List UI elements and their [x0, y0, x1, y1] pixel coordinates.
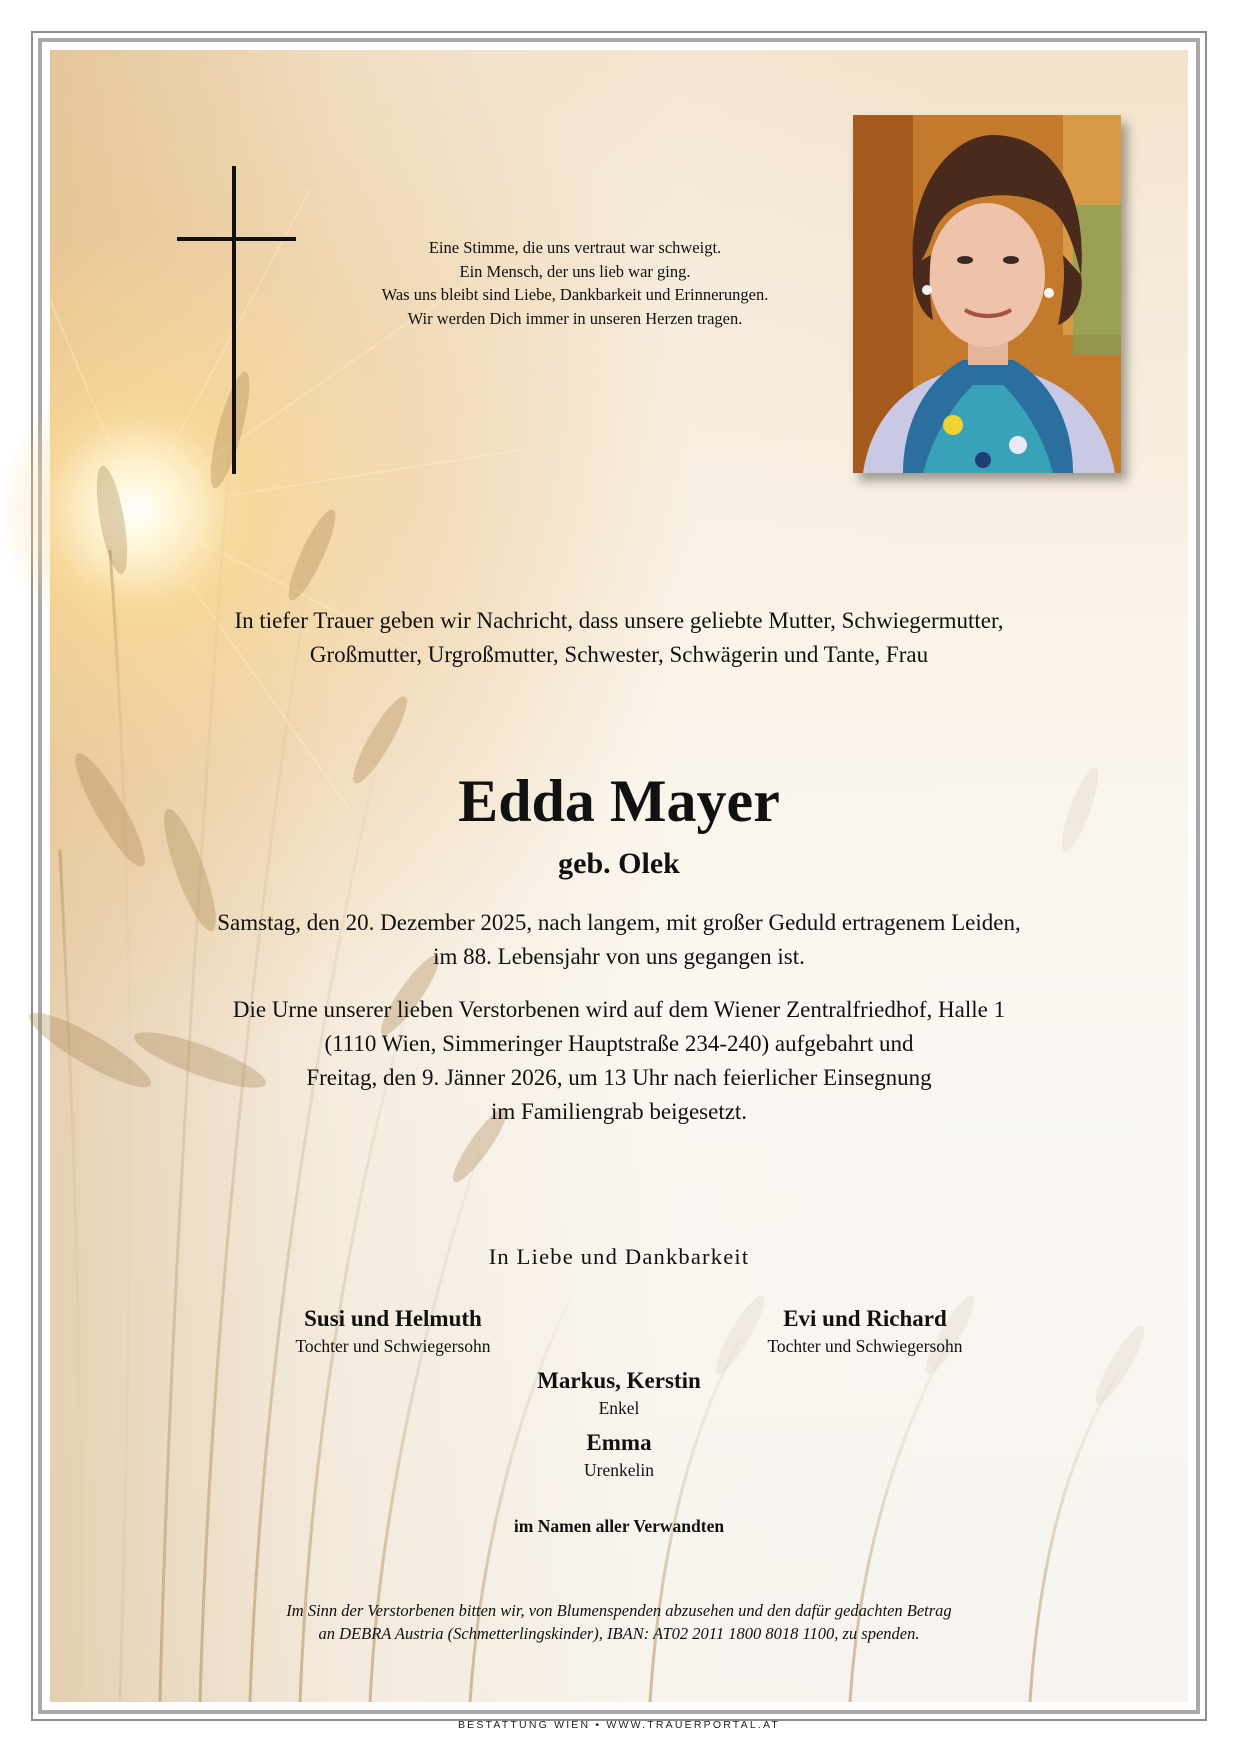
mourner-entry [449, 1428, 789, 1482]
mourner-relation: Tochter und Schwiegersohn [767, 1336, 963, 1356]
on-behalf-line: im Namen aller Verwandten [513, 1516, 725, 1536]
mourner-name: Susi und Helmuth [304, 1306, 482, 1331]
poem-line: Wir werden Dich immer in unseren Herzen tragen. [407, 308, 743, 328]
burial-paragraph [110, 993, 1128, 1129]
donation-request [110, 1599, 1128, 1645]
mourner-entry [695, 1304, 1035, 1358]
cross-icon [232, 166, 236, 474]
donation-line: an DEBRA Austria (Schmetterlingskinder), IBAN: AT02 2011 1800 8018 1100, zu spenden. [318, 1624, 920, 1643]
passing-paragraph [110, 906, 1128, 974]
poem-line: Was uns bleibt sind Liebe, Dankbarkeit und Erinnerungen. [381, 285, 769, 304]
maiden-name: geb. Olek [558, 847, 680, 880]
burial-line: Die Urne unserer lieben Verstorbenen wird auf dem Wiener Zentralfriedhof, Halle 1 [232, 997, 1006, 1022]
obituary-card [50, 50, 1188, 1731]
mourner-name: Emma [586, 1430, 652, 1455]
donation-line: Im Sinn der Verstorbenen bitten wir, von Blumenspenden abzusehen und den dafür gedachten Betrag [286, 1601, 952, 1620]
portrait-photo [853, 115, 1121, 473]
mourner-relation: Urenkelin [584, 1460, 654, 1480]
poem-line: Eine Stimme, die uns vertraut war schweigt. [428, 238, 722, 257]
mourner-relation: Enkel [598, 1398, 640, 1418]
mourner-entry [449, 1366, 789, 1420]
deceased-name: Edda Mayer [458, 768, 780, 834]
memorial-poem [340, 236, 810, 330]
passing-line: im 88. Lebensjahr von uns gegangen ist. [433, 944, 805, 969]
poem-line: Ein Mensch, der uns lieb war ging. [459, 261, 691, 281]
passing-line: Samstag, den 20. Dezember 2025, nach langem, mit großer Geduld ertragenem Leiden, [217, 910, 1021, 935]
burial-line: Freitag, den 9. Jänner 2026, um 13 Uhr nach feierlicher Einsegnung [306, 1065, 932, 1090]
mourner-name: Markus, Kerstin [537, 1368, 701, 1393]
burial-line: im Familiengrab beigesetzt. [490, 1099, 748, 1124]
thanks-heading: In Liebe und Dankbarkeit [488, 1244, 750, 1269]
intro-line: In tiefer Trauer geben wir Nachricht, dass unsere geliebte Mutter, Schwiegermutter, [234, 608, 1004, 633]
mourner-name: Evi und Richard [783, 1306, 947, 1331]
mourner-entry [223, 1304, 563, 1358]
footer-credit: BESTATTUNG WIEN • WWW.TRAUERPORTAL.AT [457, 1719, 781, 1731]
intro-line: Großmutter, Urgroßmutter, Schwester, Schwägerin und Tante, Frau [309, 642, 929, 667]
announcement-intro [110, 604, 1128, 672]
burial-line: (1110 Wien, Simmeringer Hauptstraße 234-240) aufgebahrt und [324, 1031, 914, 1056]
cross-icon-bar [177, 237, 296, 241]
mourner-relation: Tochter und Schwiegersohn [295, 1336, 491, 1356]
